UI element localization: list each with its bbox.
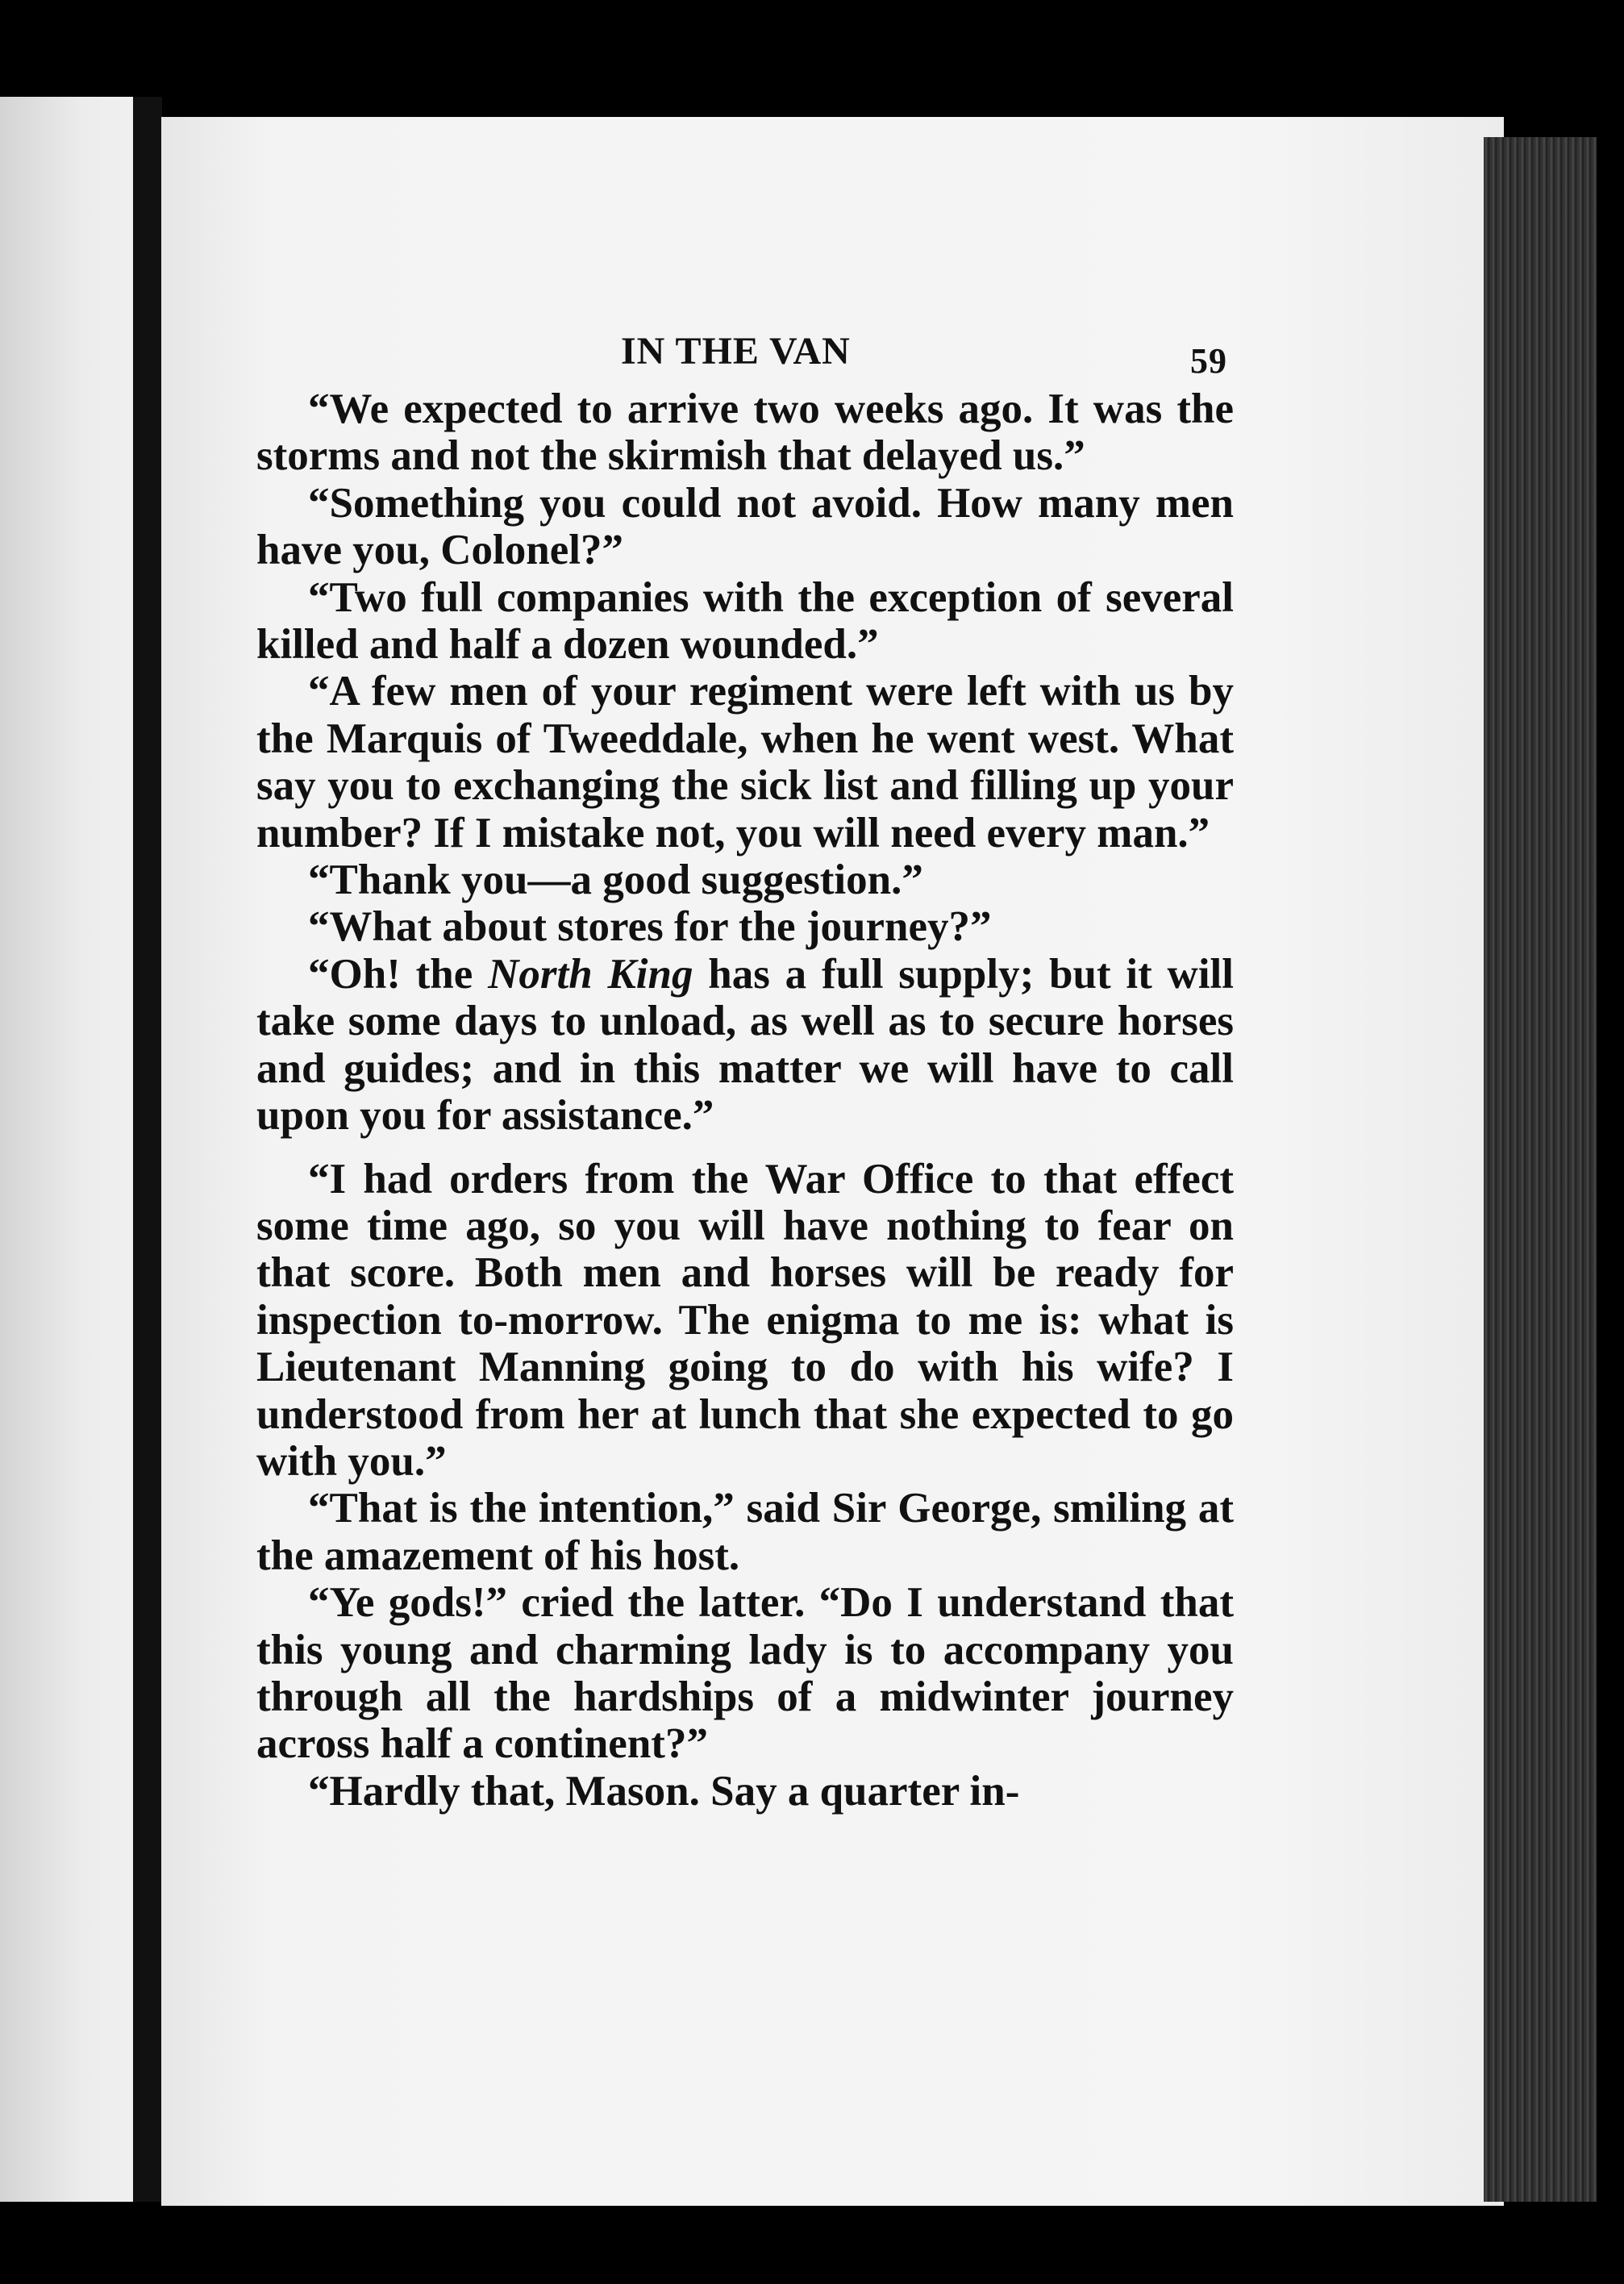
paragraph-text: “Oh! the [308,950,489,998]
paragraph-text: has a full supply; but it will take some days to unload, as well as to secure horses and guides; and in this matter we will have to call upon you for assistance.” [256,950,1234,1140]
paragraph: “Hardly that, Mason. Say a quarter in- [308,1767,1020,1815]
page-block-edge [1484,137,1597,2202]
paragraph: “Ye gods!” cried the latter. “Do I understand that this young and charming lady is to accompany you through all the hardships of a midwinter journey across half a continent?” [256,1579,1234,1768]
body-text [256,386,1234,1815]
paragraph [256,951,1234,1140]
running-head-title: IN THE VAN [621,330,851,373]
ship-name: North King [488,950,693,998]
paragraph: “Two full companies with the exception of several killed and half a dozen wounded.” [256,573,1234,669]
paragraph: “Thank you—a good suggestion.” [308,856,923,904]
paragraph: “That is the intention,” said Sir George, smiling at the amazement of his host. [256,1485,1234,1579]
paragraph: “What about stores for the journey?” [308,903,992,951]
page-number: 59 [1190,341,1227,381]
paragraph: “I had orders from the War Office to that effect some time ago, so you will have nothing to fear on that score. Both men and horses will be ready for inspection to-morrow. The enigma to me is: what is Lieutenant Manning going to do with his wife? I understood from her at lunch that she expected to go with you.” [256,1155,1234,1485]
paragraph: “Something you could not avoid. How many men have you, Colonel?” [256,479,1234,574]
paragraph: “We expected to arrive two weeks ago. It was the storms and not the skirmish that delayed us.” [256,386,1234,480]
paragraph: “A few men of your regiment were left with us by the Marquis of Tweeddale, when he went west. What say you to exchanging the sick list and filling up your number? If I mistake not, you will need every man.” [256,668,1234,856]
facing-page-edge [0,97,137,2202]
book-gutter [133,97,162,2202]
